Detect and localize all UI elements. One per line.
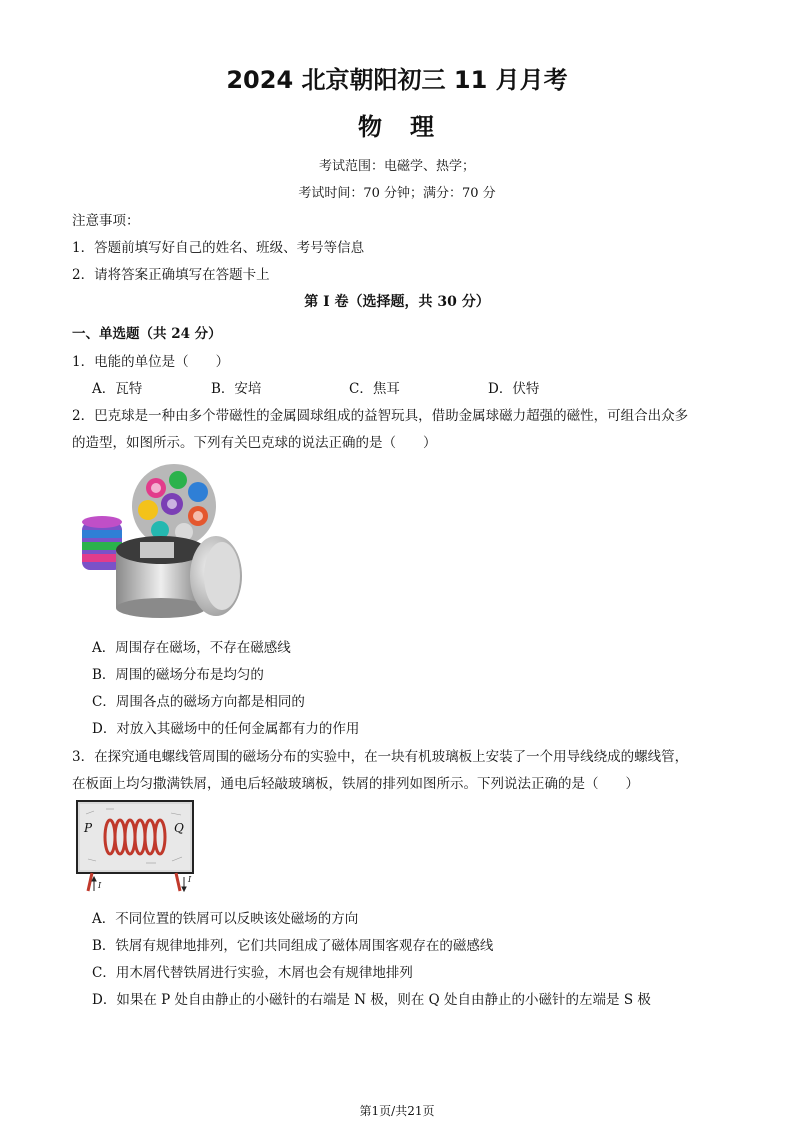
page-title: 2024 北京朝阳初三 11 月月考 bbox=[226, 66, 568, 94]
label-p: P bbox=[84, 821, 93, 835]
q2-stem-line-1: 2．巴克球是一种由多个带磁性的金属圆球组成的益智玩具，借助金属球磁力超强的磁性，可组合出众多 bbox=[72, 408, 689, 424]
exam-time: 考试时间：70 分钟；满分：70 分 bbox=[298, 186, 496, 201]
volume-heading: 第 I 卷（选择题，共 30 分） bbox=[304, 294, 490, 310]
solenoid-figure bbox=[76, 799, 196, 895]
label-current-left: I bbox=[98, 881, 102, 890]
q3-option-d: D．如果在 P 处自由静止的小磁针的右端是 N 极，则在 Q 处自由静止的小磁针的左端是 S 极 bbox=[92, 992, 651, 1008]
q1-option-d: D．伏特 bbox=[488, 381, 540, 397]
subject-title: 物 理 bbox=[358, 113, 436, 141]
exam-scope: 考试范围：电磁学、热学； bbox=[318, 159, 475, 174]
q2-option-b: B．周围的磁场分布是均匀的 bbox=[92, 667, 264, 683]
bucky-ball-figure bbox=[76, 458, 246, 626]
notice-item-2: 2．请将答案正确填写在答题卡上 bbox=[72, 267, 270, 283]
q2-option-a: A．周围存在磁场，不存在磁感线 bbox=[92, 640, 291, 656]
notice-heading: 注意事项： bbox=[72, 213, 140, 229]
label-q: Q bbox=[174, 821, 184, 835]
q1-option-b: B．安培 bbox=[211, 381, 262, 397]
q3-stem-line-2: 在板面上均匀撒满铁屑，通电后轻敲玻璃板，铁屑的排列如图所示。下列说法正确的是（ ） bbox=[72, 776, 639, 792]
section-heading: 一、单选题（共 24 分） bbox=[72, 326, 222, 342]
notice-item-1: 1．答题前填写好自己的姓名、班级、考号等信息 bbox=[72, 240, 365, 256]
q1-stem: 1．电能的单位是（ ） bbox=[72, 354, 230, 370]
q2-option-d: D．对放入其磁场中的任何金属都有力的作用 bbox=[92, 721, 360, 737]
page-footer: 第1页/共21页 bbox=[359, 1104, 435, 1118]
q1-option-a: A．瓦特 bbox=[92, 381, 143, 397]
q2-stem-line-2: 的造型，如图所示。下列有关巴克球的说法正确的是（ ） bbox=[72, 435, 437, 451]
q3-option-a: A．不同位置的铁屑可以反映该处磁场的方向 bbox=[92, 911, 359, 927]
q3-stem-line-1: 3．在探究通电螺线管周围的磁场分布的实验中，在一块有机玻璃板上安装了一个用导线绕成的螺线管， bbox=[72, 749, 689, 765]
label-current-right: I bbox=[188, 875, 192, 884]
q3-option-c: C．用木屑代替铁屑进行实验，木屑也会有规律地排列 bbox=[92, 965, 413, 981]
q1-option-c: C．焦耳 bbox=[349, 381, 400, 397]
q3-option-b: B．铁屑有规律地排列，它们共同组成了磁体周围客观存在的磁感线 bbox=[92, 938, 494, 954]
q2-option-c: C．周围各点的磁场方向都是相同的 bbox=[92, 694, 305, 710]
